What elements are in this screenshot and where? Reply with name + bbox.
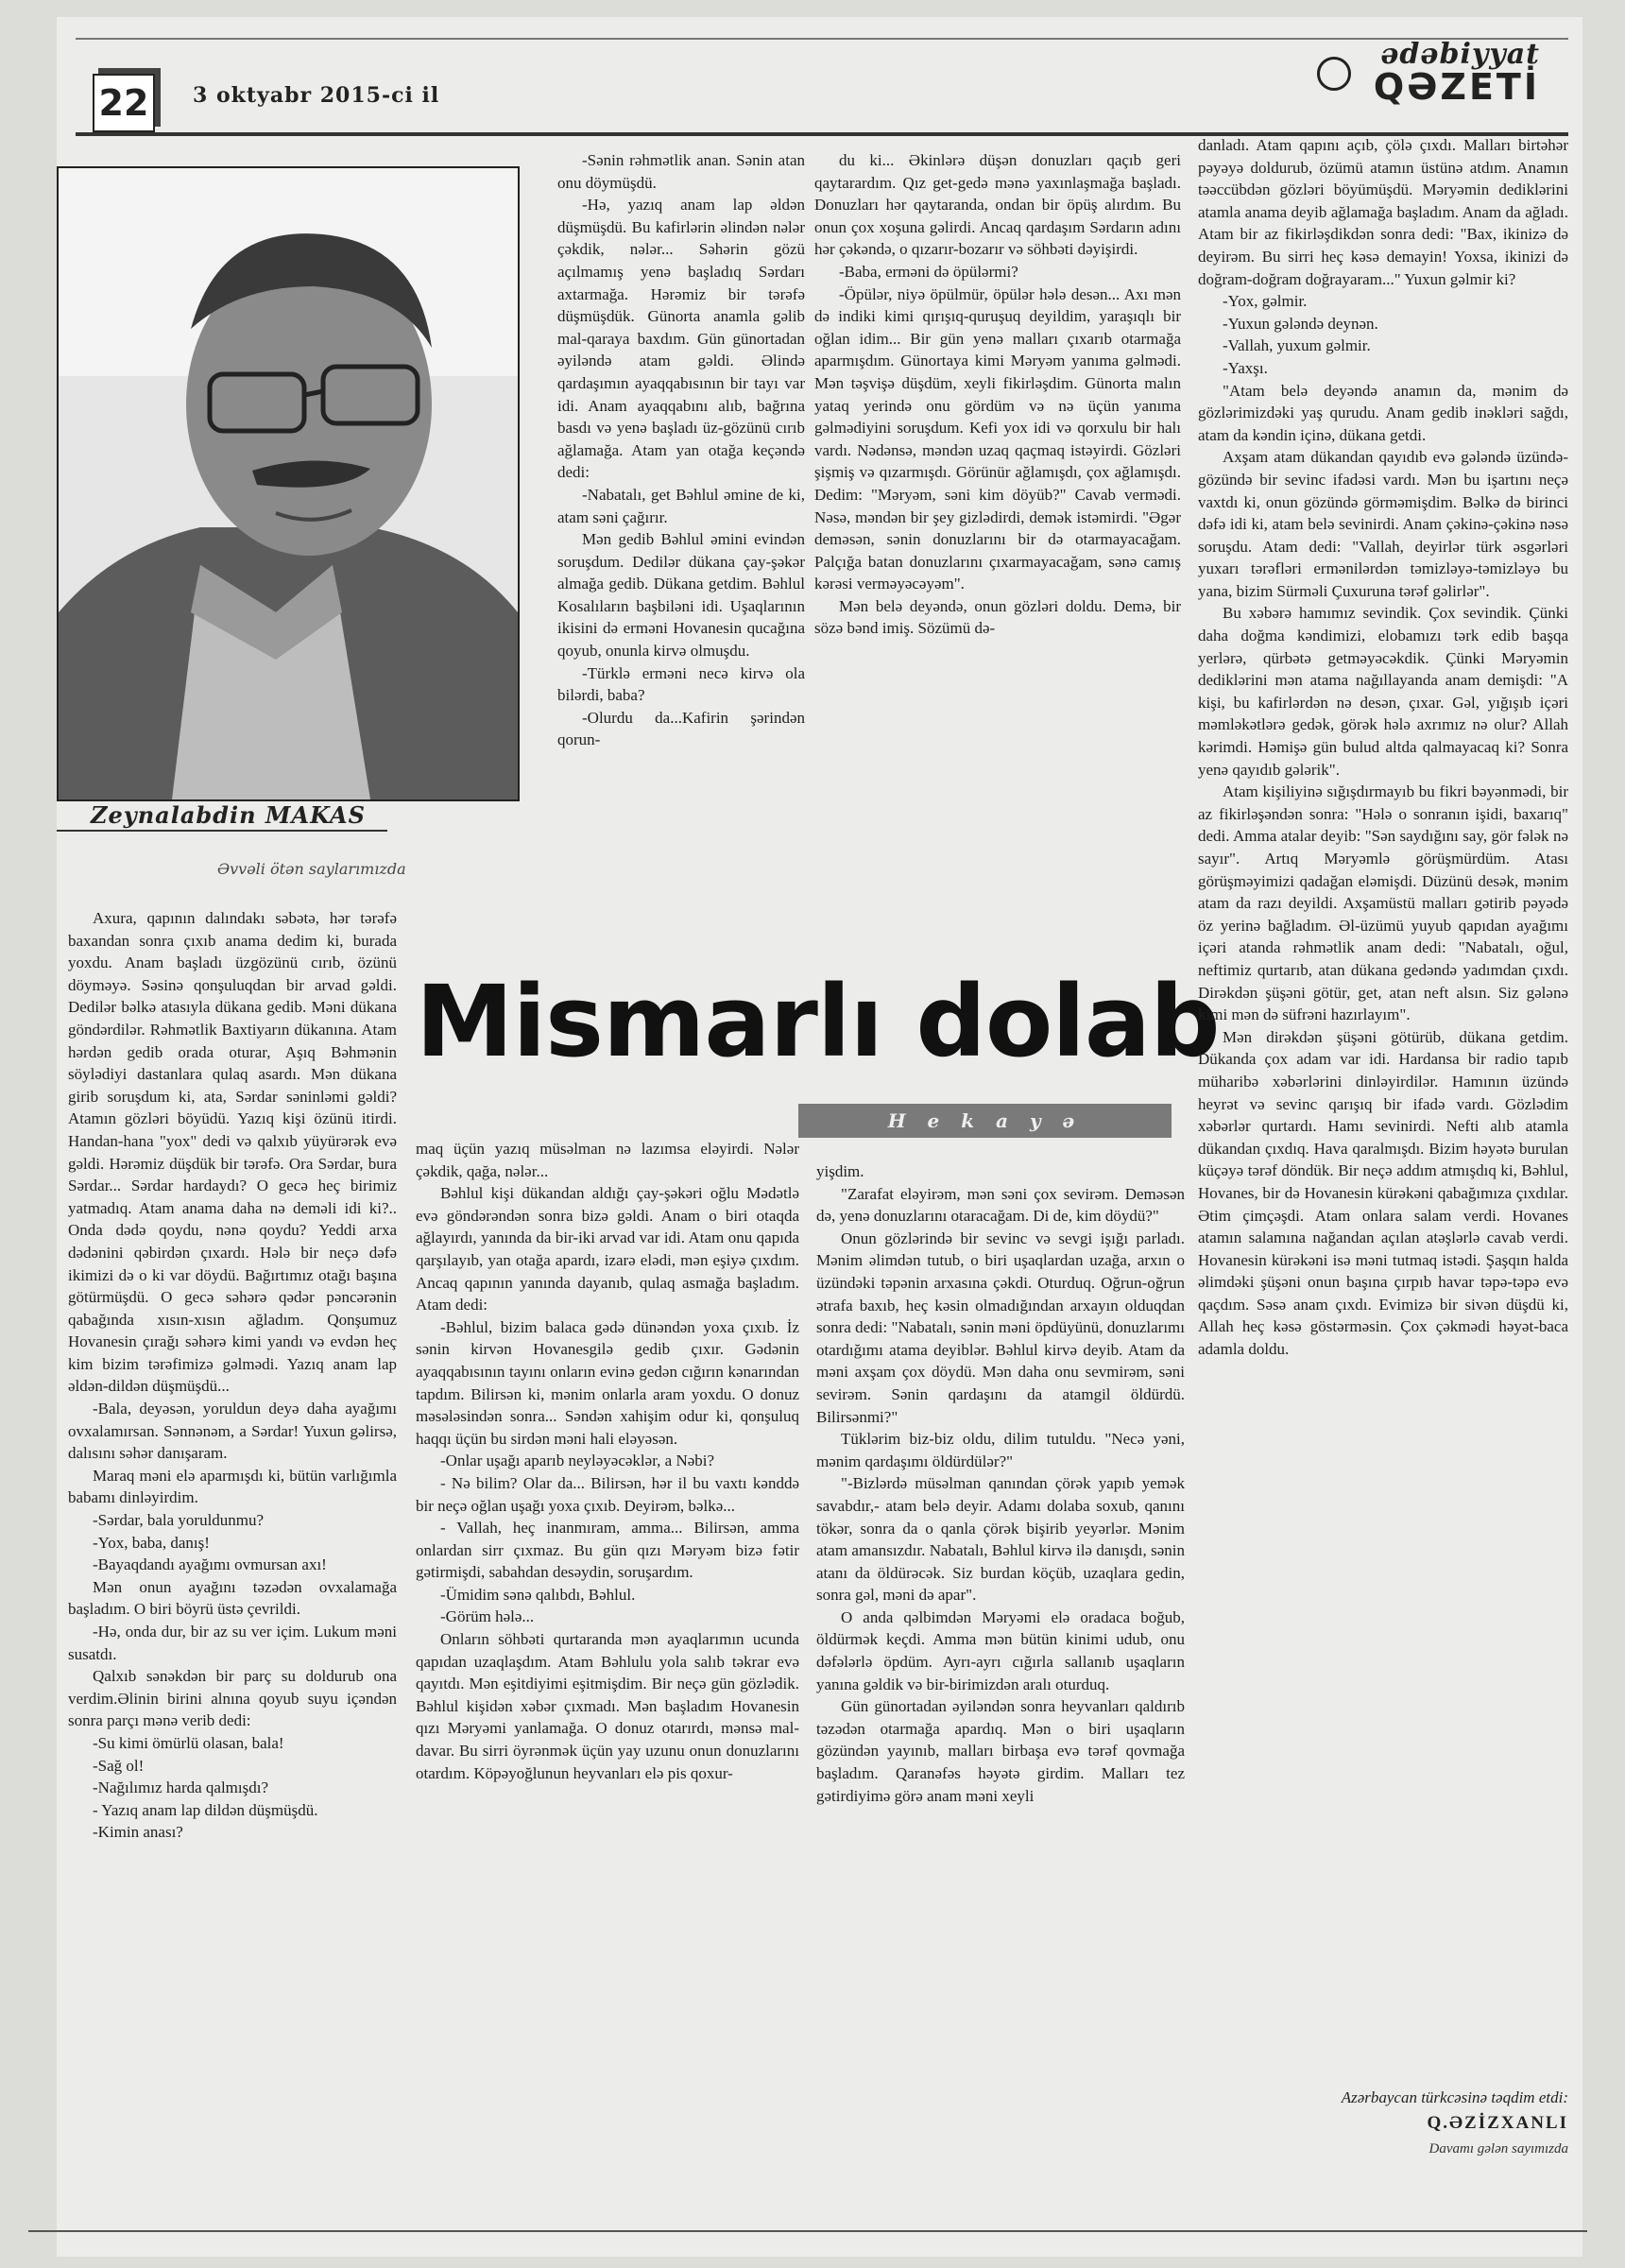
paragraph: -Hə, onda dur, bir az su ver içim. Lukum məni susatdı. <box>68 1623 397 1663</box>
paragraph: -Yox, baba, danış! <box>93 1533 210 1552</box>
issue-date: 3 oktyabr 2015-ci il <box>193 83 440 108</box>
paragraph: -Sağ ol! <box>93 1756 145 1775</box>
translator-name: Q.ƏZİZXANLI <box>1427 2113 1568 2133</box>
article-column-3-bottom <box>816 1160 1185 1807</box>
paragraph: -Ümidim sənə qalıbdı, Bəhlul. <box>440 1585 636 1604</box>
logo-top-text: ədəbiyyat <box>1380 38 1540 71</box>
article-title: Mismarlı dolab <box>416 964 1220 1079</box>
previous-issue-note: Əvvəli ötən saylarımızda <box>217 860 406 878</box>
paragraph: -Sənin rəhmətlik anan. Sənin atan onu döymüşdü. <box>557 151 805 192</box>
paragraph: -Olurdu da...Kafirin şərindən qorun- <box>557 708 805 749</box>
paragraph: -Kimin anası? <box>93 1823 183 1842</box>
paragraph: -Onlar uşağı aparıb neyləyəcəklər, a Nəbi? <box>440 1452 715 1470</box>
paragraph: -Yox, gəlmir. <box>1223 292 1308 311</box>
paragraph: - Vallah, heç inanmıram, amma... Bilirsən, amma onlardan sirr çıxmaz. Bu gün qızı Məryəm bizə fətir gətirmişdi, sabahdan desəydin, soruşardım. <box>416 1519 799 1582</box>
paragraph: "Zarafat eləyirəm, mən səni çox sevirəm. Deməsən də, yenə donuzlarını otaracağam. Di de, kim döydü?" <box>816 1184 1185 1226</box>
logo-bottom-text: QƏZETİ <box>1373 66 1540 108</box>
paragraph: -Vallah, yuxum gəlmir. <box>1223 336 1371 355</box>
paragraph: Tüklərim biz-biz oldu, dilim tutuldu. "Necə yəni, mənim qardaşımı öldürdülər?" <box>816 1430 1185 1470</box>
paragraph: -Bəhlul, bizim balaca gədə dünəndən yoxa çıxıb. İz sənin kirvən Hovanesgilə gedib çıxır. Gədənin ayaqqabısının tayını onların evinə gedən cığırın kənarından tapdım. Bilirsən ki, mənim onlarla aram yoxdu. O donuz məsələsindən sonra... Səndən xahişim odur ki, qonşuluq haqqı üçün bu sirdən məni hali eləyəsən. <box>416 1317 799 1448</box>
paragraph: Axşam atam dükandan qayıdıb evə gələndə üzündə-gözündə bir sevinc ifadəsi vardı. Mən bu işartını neçə vaxtdı ki, onun gözündə görməmişdim. Bəlkə də birinci dəfə idi ki, atam belə sevinirdi. Anam çəkinə-çəkinə nəsə soruşdu. Atam dedi: "Vallah, deyirlər türk əsgərləri yuxarı tərəfləri ermənilərdən təmizləyə-təmizləyə bu yana, bizim Sürməli Çuxuruna tərəf gəlirlər". <box>1198 448 1568 600</box>
paragraph: -Görüm hələ... <box>440 1607 535 1626</box>
paragraph: yişdim. <box>816 1162 864 1180</box>
page-number: 22 <box>93 74 155 132</box>
paragraph: -Yaxşı. <box>1223 358 1268 377</box>
paragraph: du ki... Əkinlərə düşən donuzları qaçıb geri qaytarardım. Qız get-gedə mənə yaxınlaşmağa başladı. Donuzları hər qaytaranda, ondan bir öpüş alırdım. Bu onun çox xoşuna gəlirdi. Ancaq qardaşım Sərdarın adını hər çəkəndə, o qızarır-bozarır və söhbəti dəyişirdi. <box>814 151 1181 259</box>
paragraph: "-Bizlərdə müsəlman qanından çörək yapıb yemək savabdır,- atam belə deyir. Adamı dolaba soxub, qanını tökər, sonra da o qanla çörək bişirib yeyərlər. Mənim atam amansızdır. Nabatalı, Bəhlul kirvə ilə danışdı, sənin atanı da öldürəcək. Siz burdan köçüb, uzaqlara gedin, sonra gəl, məni də apar". <box>816 1474 1185 1605</box>
paragraph: Qalxıb sənəkdən bir parç su doldurub ona verdim.Əlinin birini alnına qoyub suyu içəndən sonra parçı mənə verib dedi: <box>68 1667 397 1730</box>
paragraph: "Atam belə deyəndə anamın da, mənim də gözlərimizdəki yaş qurudu. Anam gedib inəkləri sağdı, atam da kəndin içinə, dükana getdi. <box>1198 381 1568 444</box>
author-name: Zeynalabdin MAKAS <box>91 801 366 829</box>
article-column-3-top <box>814 149 1181 640</box>
portrait-illustration <box>59 168 518 799</box>
paragraph: Mən onun ayağını təzədən ovxalamağa başladım. O biri böyrü üstə çevrildi. <box>68 1577 397 1619</box>
paragraph: Gün günortadan əyiləndən sonra heyvanları qaldırıb təzədən otarmağa apardıq. Mən o biri uşaqların gözündən yayınıb, malları birbaşa evə tərəf qovmağa başladım. Qaranəfəs həyətə girdim. Malları tez gətirdiyimə görə anam məni xeyli <box>816 1697 1185 1805</box>
paragraph: Mən dirəkdən şüşəni götürüb, dükana getdim. Dükanda çox adam var idi. Hardansa bir radio tapıb müharibə xəbərlərini dinləyirdilər. Hamının üzündə heyrət və sevinc qarışıq bir ifadə vardı. Gözlədim xəbərlər qurtardı. Hamı sevinirdi. Nefti alıb atamla dükandan çıxdıq. Hava qaralmışdı. Bizim həyətə burulan küçəyə tərəf döndük. Bir neçə addım atmışdıq ki, Bəhlul, Hovanes, bir də Hovanesin kürəkəni qabağımıza çıxdılar. Ətim çimçəşdi. Atam onlara salam verdi. Hovanes atamın salamına nağandan açılan atəşlərlə cavab verdi. Hovanesin kürəkəni isə məni tutmaq istədi. Şaşqın halda əlimdəki şüşəni onun başına çırpıb havar təpə-təpə evə qaçdım. Səsə anam çıxdı. Evimizə bir sivən düşdü ki, Allah heç kəsə göstərməsin. Çox çəkmədi həyət-baca adamla doldu. <box>1198 1027 1568 1359</box>
genre-banner <box>798 1104 1172 1138</box>
paragraph: Maraq məni elə aparmışdı ki, bütün varlığımla babamı dinləyirdim. <box>68 1466 397 1507</box>
paragraph: Axura, qapının dalındakı səbətə, hər tərəfə baxandan sonra çıxıb anama dedim ki, burada yoxdu. Anam başladı üzgözünü cırıb, özünü döyməyə. Səsinə qonşuluqdan bir arvad gəldi. Dedilər bəlkə atasıyla dükana gedib. Məni dükana göndərdilər. Rəhmətlik Baxtiyarın dükanına. Atam hərdən gedib orada oturar, Aşıq Bəhmənin söylədiyi dastanlara qulaq asardı. Mən dükana girib soruşdum ki, ata, Sərdar səninləmi gəldi? Atamın gözləri böyüdü. Yazıq kişi özünü itirdi. Handan-hana "yox" dedi və qalxıb yüyürərək evə gəldi. Hərəmiz düşdük bir tərəfə. Ora Sərdar, bura Sərdar... Sərdar hardaydı? O gecə heç birimiz yatmadıq. Atam anama daha nə deməli idi ki?.. Onda dədə qoydu, nənə qoydu? Yeddi arxa dədənini qəbirdən çıxardı. Hələ bir neçə dəfə ikimizi də o ki var döydü. Bağırtımız otağı başına götürmüşdü. O gecə səhərə qədər pəncərənin qabağında xısın-xısın ağladım. Qonşumuz Hovanesin çırağı səhərə kimi yandı və evdən heç kim bizim tərəfimizə gəlmədi. Yazıq anam lap əldən-dildən düşmüşdü... <box>68 909 397 1396</box>
paragraph: -Öpülər, niyə öpülmür, öpülər hələ desən... Axı mən də indiki kimi qırışıq-quruşuq deyildim, yaraşıqlı bir oğlan idim... Bir gün yenə malları çıxarıb otarmağa aparmışdım. Günortaya kimi Məryəm yanıma gəlmədi. Mən təşvişə düşdüm, xeyli fikirləşdim. Günorta malın yataq yerində onu gördüm və nə üçün yanıma gəlmədiyini soruşdum. Kefi yox idi və qorxulu bir halı vardı. Nədənsə, məndən uzaq qaçmaq istəyirdi. Gözləri şişmiş və qızarmışdı. Görünür ağlamışdı, çox ağlamışdı. Dedim: "Məryəm, səni kim döyüb?" Cavab vermədi. Nəsə, məndən bir şey gizlədirdi, demək istəmirdi. "Əgər deməsən, sənin donuzlarını bir də otarmayacağam. Palçığa batan donuzlarını çıxarmayacağam, sənə camış kərəsi verməyəcəyəm". <box>814 284 1181 593</box>
footer-rule <box>28 2230 1587 2232</box>
caption-rule <box>57 830 387 832</box>
paragraph: Onun gözlərində bir sevinc və sevgi işığı parladı. Mənim əlimdən tutub, o biri uşaqlardan uzağa, arxın o üzündəki təpənin arxasına çəkdi. Oturduq. Oğrun-oğrun ətrafa baxıb, heç kəsin olmadığından arxayın olduqdan sonra dedi: "Nabatalı, sənin məni öpdüyünü, donuzlarımı otardığımı atama deyiblər. Bəhlul kirvə deyib. Atam da məni axşam çox döydü. Mən daha onu sevmirəm, səni sevirəm. Sənin qardaşını da atamgil öldürdü. Bilirsənmi?" <box>816 1228 1185 1426</box>
continued-note: Davamı gələn sayımızda <box>1428 2141 1568 2156</box>
paragraph: -Bayaqdandı ayağımı ovmursan axı! <box>93 1555 327 1574</box>
paragraph: danladı. Atam qapını açıb, çölə çıxdı. Malları birtəhər pəyəyə doldurub, özümü atamın üstünə atdım. Anamın təəccübdən gözləri böyümüşdü. Məryəmin dediklərini atamla anama deyib ağlamağa başladım. Anam da ağladı. Atam bir az fikirləşdikdən sonra dedi: "Bax, ikinizə də deyirəm. Bu sirri heç kəsə demayin! Yoxsa, ikinizi də doğram-doğram doğrayaram..." Yuxun gəlmir ki? <box>1198 136 1568 288</box>
paragraph: Mən gedib Bəhlul əmini evindən soruşdum. Dedilər dükana çay-şəkər almağa gedib. Dükana getdim. Bəhlul Kosalıların başbiləni idi. Uşaqlarının ikisini də erməni Hovanesin qucağına qoyub, onunla kirvə olmuşdu. <box>557 530 805 661</box>
logo-emblem-icon <box>1317 57 1351 91</box>
page-header <box>76 38 1568 146</box>
paragraph: -Hə, yazıq anam lap əldən düşmüşdü. Bu kafirlərin əlindən nələr çəkdik, nələr... Səhərin gözü açılmamış yenə başladıq Sərdarı axtarmağa. Hərəmiz bir tərəfə düşmüşdük. Günorta anamla gəlib mal-qaraya baxdım. Gün günortadan əyiləndə atam gəldi. Əlində qardaşımın ayaqqabısının bir tayı var idi. Anam ayaqqabını alıb, bağrına basdı və yenə başladı üz-gözünü cırıb ağlamağa. Atam yan otağa keçəndə dedi: <box>557 196 805 482</box>
translator-credit <box>1228 2088 1568 2157</box>
author-photo <box>57 166 520 801</box>
article-column-2-bottom <box>416 1138 799 1784</box>
paragraph: Onların söhbəti qurtaranda mən ayaqlarımın ucunda qapıdan uzaqlaşdım. Atam Bəhlulu yola salıb təkrar evə qayıtdı. Mən eşitdiyimi eşitmişdim. Bir neçə gün gözlədik. Bəhlul kişidən xəbər çıxmadı. Mən başladım Hovanesin qızı Məryəmi yanlamağa. O donuz otarırdı, mənsə mal-davar. Bu sirri öyrənmək üçün yay uzunu onun donuzlarını otardım. Köpəyoğlunun heyvanları elə pis qoxur- <box>416 1630 799 1782</box>
paragraph: Atam kişiliyinə sığışdırmayıb bu fikri bəyənmədi, bir az fikirləşəndən sonra: "Hələ o sonranın işidi, baxarıq" dedi. Amma atalar deyib: "Sən saydığını say, gör fələk nə sayır". Artıq Məryəmlə görüşmürdüm. Atası görüşməyimizi qadağan eləmişdi. Düzünü desək, mənim atam da razı deyildi. Axşamüstü malları gətirib pəyədə öz yerinə bağladım. Əl-üzümü yuyub qapıdan ayağımı içəri atanda rəhmətlik anam dedi: "Nabatalı, oğul, neftimiz qurtarıb, atan dükana gedəndə yadımdan çıxdı. Dirəkdən şüşəni götür, get, atan neft alsın. Siz gələnə kimi mən də süfrəni hazırlayım". <box>1198 782 1568 1024</box>
paragraph: -Bala, deyəsən, yoruldun deyə daha ayağımı ovxalamırsan. Sənnənəm, a Sərdar! Yuxun gəlirsə, dalısını səhər danışaram. <box>68 1400 397 1463</box>
paragraph: -Türklə erməni necə kirvə ola bilərdi, baba? <box>557 663 805 705</box>
article-column-1 <box>68 907 397 1844</box>
paragraph: O anda qəlbimdən Məryəmi elə oradaca boğub, öldürmək keçdi. Amma mən bütün kinimi udub, onu dəfələrlə öpdüm. Ayrı-ayrı cığırla sallanıb uşaqların yanına gəldik və bir-birimizdən aralı oturduq. <box>816 1607 1185 1693</box>
translator-note: Azərbaycan türkcəsinə təqdim etdi: <box>1341 2088 1568 2106</box>
paragraph: -Su kimi ömürlü olasan, bala! <box>93 1733 284 1752</box>
paragraph: Mən belə deyəndə, onun gözləri doldu. Demə, bir sözə bənd imiş. Sözümü də- <box>814 596 1181 638</box>
genre-label: H e k a y ə <box>887 1109 1083 1132</box>
newspaper-logo <box>1285 38 1540 108</box>
paragraph: - Nə bilim? Olar da... Bilirsən, hər il bu vaxtı kənddə bir neçə oğlan uşağı yoxa çıxıb. Deyirəm, bəlkə... <box>416 1473 799 1515</box>
paragraph: -Nabatalı, get Bəhlul əmine de ki, atam səni çağırır. <box>557 485 805 526</box>
article-column-2-top <box>557 149 805 751</box>
paragraph: -Sərdar, bala yoruldunmu? <box>93 1511 265 1530</box>
paragraph: Bəhlul kişi dükandan aldığı çay-şəkəri oğlu Mədətlə evə göndərəndən sonra bizə gəldi. Anam o biri otaqda ağlayırdı, yanında da bir-iki arvad var idi. Atam onu qapıda qarşılayıb, yan otağa apardı, izarə elədi, mən eşiyə çıxdım. Ancaq qapının yanında dayanıb, qulaq asmağa başladım. Atam dedi: <box>416 1184 799 1314</box>
paragraph: -Baba, erməni də öpülərmi? <box>839 262 1018 281</box>
article-column-4 <box>1198 134 1568 1361</box>
paragraph: -Yuxun gələndə deynən. <box>1223 314 1378 333</box>
paragraph: -Nağılımız harda qalmışdı? <box>93 1778 268 1797</box>
paragraph: - Yazıq anam lap dildən düşmüşdü. <box>93 1800 318 1819</box>
paragraph: Bu xəbərə hamımız sevindik. Çox sevindik. Çünki daha doğma kəndimizi, elobamızı tərk edib başqa yerlərə, qürbətə getməyəcəkdik. Çünki Məryəmin dediklərini mən atama nağıllayanda anam demişdi: "A kişi, bu kafirlərdən nə desən, çıxar. Gəl, yığışıb içəri məmləkətlərə gedək, görək hələ axrımız nə olur? Allah kərimdi. Həmişə gün bulud altda qalmayacaq ki? Sonra yenə qayıdıb gələrik". <box>1198 604 1568 779</box>
paragraph: maq üçün yazıq müsəlman nə lazımsa eləyirdi. Nələr çəkdik, qağa, nələr... <box>416 1140 799 1180</box>
